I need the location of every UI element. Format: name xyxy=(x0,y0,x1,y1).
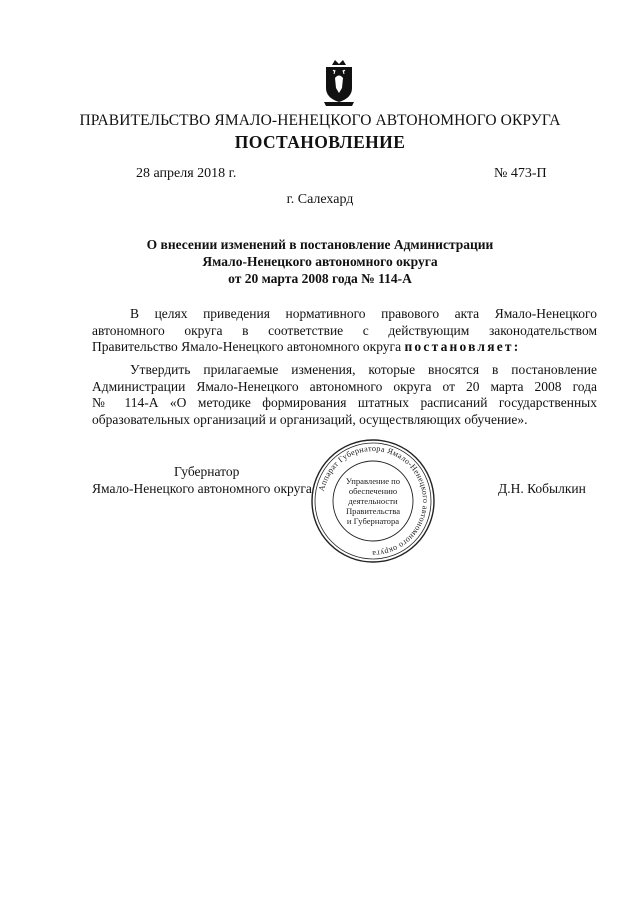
paragraph-line: № 114-А «О методике формирования штатных расписаний государственных xyxy=(92,395,597,410)
paragraph-line: Администрации Ямало-Ненецкого автономного округа от 20 марта 2008 года xyxy=(92,378,597,394)
organization-name: ПРАВИТЕЛЬСТВО ЯМАЛО-НЕНЕЦКОГО АВТОНОМНОГО ОКРУГА xyxy=(79,112,561,129)
paragraph-line: В целях приведения нормативного правового акта Ямало-Ненецкого xyxy=(130,306,597,321)
paragraph-line: автономного округа в соответствие с действующим законодательством xyxy=(92,322,597,338)
svg-text:Управление по: Управление по xyxy=(345,476,401,486)
svg-text:Аппарат Губернатора Ямало-Нене: Аппарат Губернатора Ямало-Ненецкого автономного округа xyxy=(316,443,431,559)
title-line: О внесении изменений в постановление Администрации xyxy=(146,237,494,252)
signatory-name: Д.Н. Кобылкин xyxy=(498,481,586,496)
document-title xyxy=(100,236,540,287)
title-line: от 20 марта 2008 года № 114-А xyxy=(228,271,412,286)
resolution-paragraph xyxy=(92,362,597,428)
document-date: 28 апреля 2018 г. xyxy=(136,166,237,181)
signatory-organization: Ямало-Ненецкого автономного округа xyxy=(92,481,312,496)
svg-text:и Губернатора: и Губернатора xyxy=(346,516,400,526)
signatory-title: Губернатор xyxy=(174,464,240,479)
decree-word: постановляет: xyxy=(404,339,521,354)
preamble-paragraph xyxy=(92,306,597,356)
svg-text:деятельности: деятельности xyxy=(348,496,398,506)
paragraph-line xyxy=(92,339,597,356)
paragraph-line: образовательных организаций и организаций, осуществляющих обучение». xyxy=(92,411,528,427)
official-seal-stamp xyxy=(310,438,436,564)
paragraph-line: Утвердить прилагаемые изменения, которые вносятся в постановление xyxy=(130,362,597,377)
document-number: № 473-П xyxy=(494,166,547,181)
svg-text:Правительства: Правительства xyxy=(345,506,401,516)
document-type: ПОСТАНОВЛЕНИЕ xyxy=(234,132,406,152)
paragraph-text: Правительство Ямало-Ненецкого автономного округа xyxy=(92,339,405,354)
coat-of-arms-icon xyxy=(322,58,356,108)
svg-text:обеспечению: обеспечению xyxy=(348,486,398,496)
title-line: Ямало-Ненецкого автономного округа xyxy=(202,254,438,269)
city: г. Салехард xyxy=(286,192,354,207)
